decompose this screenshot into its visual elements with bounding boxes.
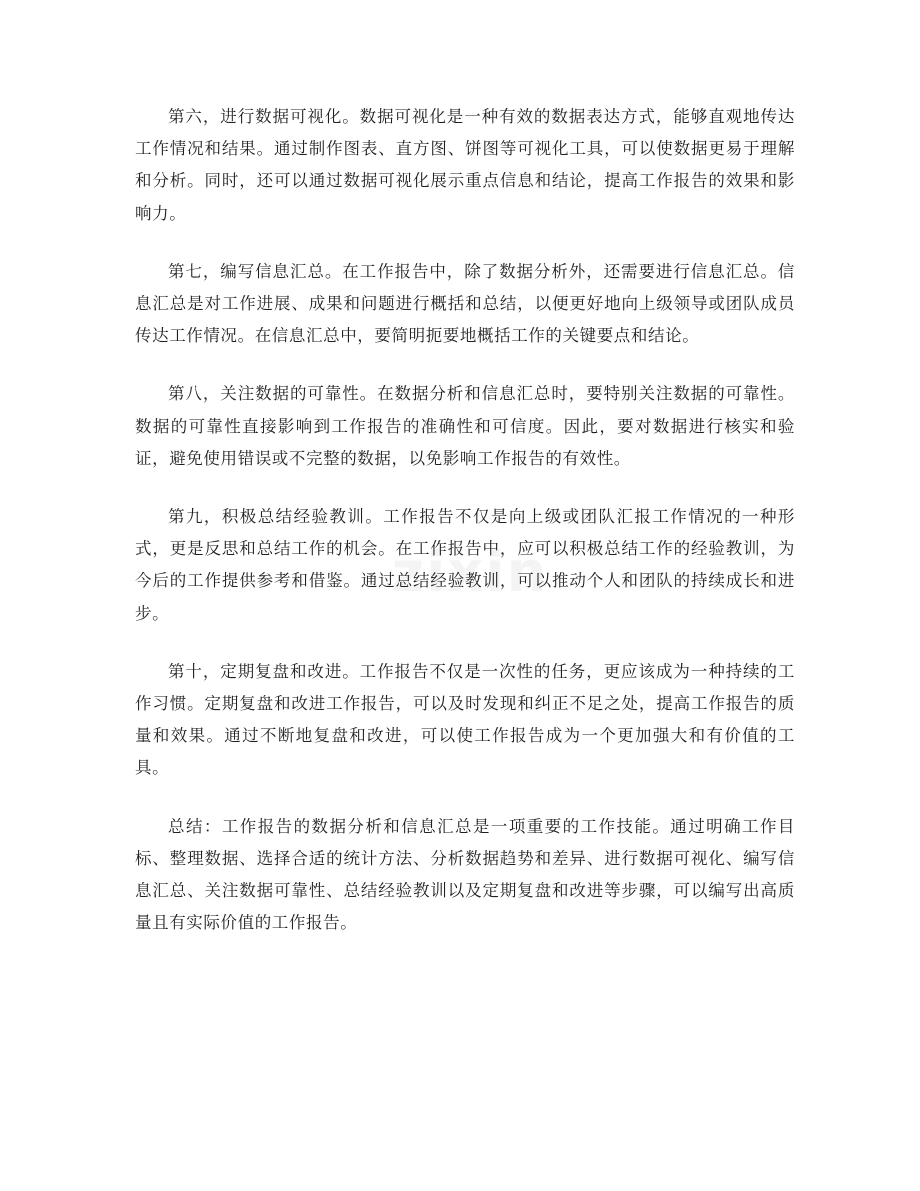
paragraph-7-information-summary: 第七，编写信息汇总。在工作报告中，除了数据分析外，还需要进行信息汇总。信息汇总是对工作进展、成果和问题进行概括和总结，以便更好地向上级领导或团队成员传达工作情况。在信息汇总中，要简明扼要地概括工作的关键要点和结论。 <box>135 261 795 346</box>
paragraph-8-data-reliability: 第八，关注数据的可靠性。在数据分析和信息汇总时，要特别关注数据的可靠性。数据的可靠性直接影响到工作报告的准确性和可信度。因此，要对数据进行核实和验证，避免使用错误或不完整的数据，以免影响工作报告的有效性。 <box>135 384 795 468</box>
paragraph-9-lessons-learned: 第九，积极总结经验教训。工作报告不仅是向上级或团队汇报工作情况的一种形式，更是反思和总结工作的机会。在工作报告中，应可以积极总结工作的经验教训，为今后的工作提供参考和借鉴。通过总结经验教训，可以推动个人和团队的持续成长和进步。 <box>135 507 795 623</box>
document-body <box>135 101 795 965</box>
paragraph-6-data-visualization: 第六，进行数据可视化。数据可视化是一种有效的数据表达方式，能够直观地传达工作情况和结果。通过制作图表、直方图、饼图等可视化工具，可以使数据更易于理解和分析。同时，还可以通过数据可视化展示重点信息和结论，提高工作报告的效果和影响力。 <box>135 107 795 223</box>
paragraph-conclusion: 总结：工作报告的数据分析和信息汇总是一项重要的工作技能。通过明确工作目标、整理数据、选择合适的统计方法、分析数据趋势和差异、进行数据可视化、编写信息汇总、关注数据可靠性、总结经验教训以及定期复盘和改进等步骤，可以编写出高质量且有实际价值的工作报告。 <box>135 816 795 933</box>
paragraph-10-review-improve: 第十，定期复盘和改进。工作报告不仅是一次性的任务，更应该成为一种持续的工作习惯。定期复盘和改进工作报告，可以及时发现和纠正不足之处，提高工作报告的质量和效果。通过不断地复盘和改进，可以使工作报告成为一个更加强大和有价值的工具。 <box>135 661 795 778</box>
